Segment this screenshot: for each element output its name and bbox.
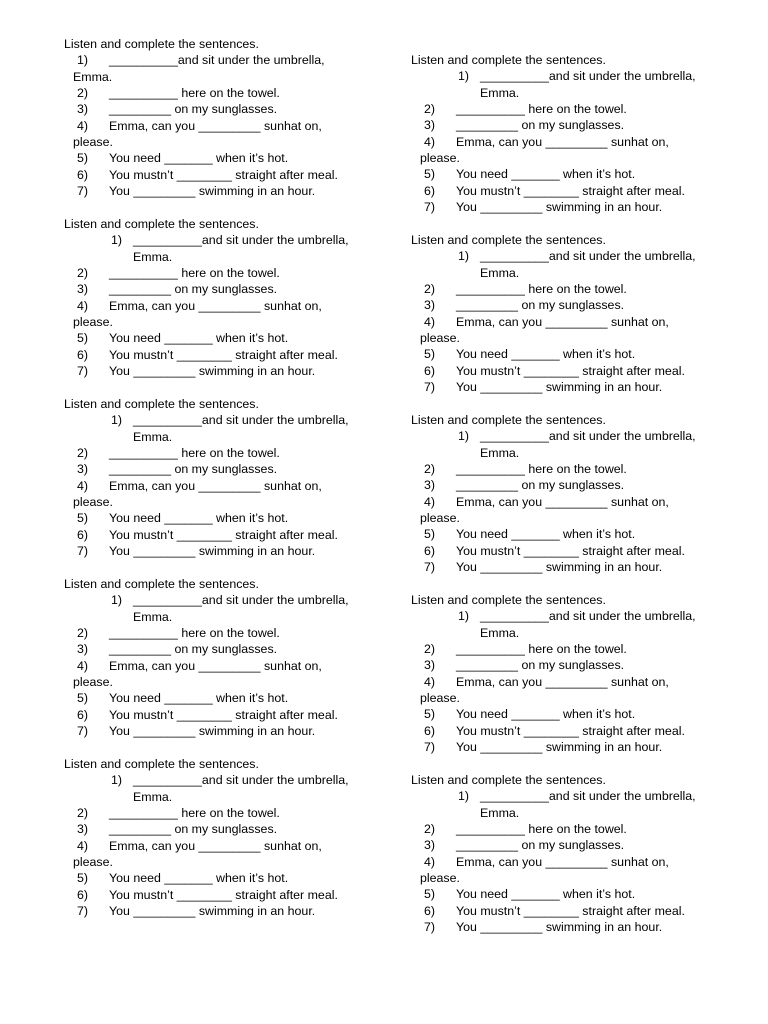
sentence-1-continued: Emma. [133, 789, 173, 804]
sentence-text: You mustn’t ________ straight after meal. [456, 723, 685, 738]
sentence-4-continued: please. [73, 315, 113, 330]
sentence-1-continued: Emma. [133, 609, 173, 624]
sentence-text: You mustn’t ________ straight after meal. [109, 167, 338, 182]
sentence-text: _________ on my sunglasses. [109, 462, 278, 477]
sentence-text: __________and sit under the umbrella, [133, 413, 349, 428]
exercise-heading: Listen and complete the sentences. [64, 757, 259, 771]
sentence-text: You need _______ when it’s hot. [109, 691, 289, 706]
exercise-heading: Listen and complete the sentences. [411, 593, 606, 607]
item-number: 6) [424, 543, 436, 558]
sentence-4-continued: please. [420, 691, 460, 706]
exercise-heading: Listen and complete the sentences. [411, 773, 606, 787]
item-number: 7) [424, 200, 436, 215]
sentence-text: You need _______ when it’s hot. [109, 331, 289, 346]
item-number: 3) [77, 642, 89, 657]
item-number: 5) [77, 691, 89, 706]
sentence-text: You need _______ when it’s hot. [456, 167, 636, 182]
sentence-1-continued: Emma. [480, 805, 520, 820]
item-number: 4) [77, 298, 89, 313]
sentence-text: You mustn’t ________ straight after meal. [456, 363, 685, 378]
item-number: 7) [424, 380, 436, 395]
sentence-text: __________and sit under the umbrella, [133, 593, 349, 608]
sentence-4-continued: please. [73, 495, 113, 510]
sentence-4-continued: please. [420, 151, 460, 166]
item-number: 1) [458, 69, 470, 84]
exercise-heading: Listen and complete the sentences. [411, 233, 606, 247]
sentence-text: __________and sit under the umbrella, [480, 249, 696, 264]
sentence-text: Emma, can you _________ sunhat on, [109, 298, 322, 313]
sentence-text: __________and sit under the umbrella, [109, 53, 325, 68]
exercise-heading: Listen and complete the sentences. [64, 397, 259, 411]
exercise-heading: Listen and complete the sentences. [411, 53, 606, 67]
item-number: 7) [77, 904, 89, 919]
item-number: 4) [424, 494, 436, 509]
sentence-text: Emma, can you _________ sunhat on, [109, 658, 322, 673]
exercise-heading: Listen and complete the sentences. [64, 577, 259, 591]
sentence-text: __________and sit under the umbrella, [480, 429, 696, 444]
sentence-text: You _________ swimming in an hour. [456, 740, 663, 755]
sentence-text: __________ here on the towel. [109, 446, 280, 461]
sentence-text: _________ on my sunglasses. [456, 658, 625, 673]
sentence-text: __________and sit under the umbrella, [480, 789, 696, 804]
item-number: 7) [424, 740, 436, 755]
sentence-text: _________ on my sunglasses. [109, 282, 278, 297]
item-number: 2) [424, 102, 436, 117]
item-number: 2) [77, 266, 89, 281]
item-number: 3) [424, 658, 436, 673]
sentence-text: You mustn’t ________ straight after meal. [109, 707, 338, 722]
sentence-text: You _________ swimming in an hour. [456, 200, 663, 215]
sentence-text: _________ on my sunglasses. [109, 822, 278, 837]
item-number: 5) [424, 887, 436, 902]
sentence-1-continued: Emma. [480, 85, 520, 100]
sentence-text: __________ here on the towel. [456, 282, 627, 297]
sentence-text: Emma, can you _________ sunhat on, [456, 314, 669, 329]
item-number: 5) [424, 347, 436, 362]
sentence-text: Emma, can you _________ sunhat on, [456, 674, 669, 689]
sentence-text: __________and sit under the umbrella, [133, 233, 349, 248]
sentence-1-continued: Emma. [480, 265, 520, 280]
item-number: 3) [77, 282, 89, 297]
item-number: 3) [424, 838, 436, 853]
item-number: 1) [77, 53, 89, 68]
sentence-1-continued: Emma. [133, 429, 173, 444]
sentence-text: Emma, can you _________ sunhat on, [109, 478, 322, 493]
sentence-text: __________ here on the towel. [109, 86, 280, 101]
item-number: 7) [77, 724, 89, 739]
sentence-text: You _________ swimming in an hour. [456, 560, 663, 575]
sentence-1-continued: Emma. [133, 249, 173, 264]
sentence-text: __________and sit under the umbrella, [133, 773, 349, 788]
sentence-text: __________ here on the towel. [109, 266, 280, 281]
item-number: 2) [77, 626, 89, 641]
item-number: 2) [77, 446, 89, 461]
exercise-heading: Listen and complete the sentences. [64, 37, 259, 51]
item-number: 3) [77, 462, 89, 477]
item-number: 3) [424, 298, 436, 313]
sentence-text: __________ here on the towel. [456, 462, 627, 477]
sentence-text: You need _______ when it’s hot. [109, 151, 289, 166]
item-number: 2) [77, 86, 89, 101]
item-number: 5) [77, 871, 89, 886]
sentence-text: You _________ swimming in an hour. [109, 724, 316, 739]
item-number: 4) [424, 314, 436, 329]
sentence-4-continued: please. [420, 871, 460, 886]
item-number: 2) [424, 822, 436, 837]
item-number: 4) [424, 134, 436, 149]
sentence-text: You mustn’t ________ straight after meal. [109, 887, 338, 902]
sentence-4-continued: please. [73, 675, 113, 690]
item-number: 4) [77, 118, 89, 133]
sentence-text: You mustn’t ________ straight after meal. [109, 347, 338, 362]
sentence-text: __________ here on the towel. [109, 806, 280, 821]
sentence-4-continued: please. [73, 135, 113, 150]
sentence-text: _________ on my sunglasses. [456, 298, 625, 313]
item-number: 7) [424, 560, 436, 575]
sentence-4-continued: please. [73, 855, 113, 870]
item-number: 3) [77, 102, 89, 117]
item-number: 5) [77, 331, 89, 346]
sentence-text: __________ here on the towel. [456, 822, 627, 837]
item-number: 1) [111, 773, 123, 788]
sentence-1-continued: Emma. [480, 445, 520, 460]
item-number: 2) [424, 642, 436, 657]
sentence-text: You need _______ when it’s hot. [456, 527, 636, 542]
item-number: 7) [77, 544, 89, 559]
item-number: 1) [111, 413, 123, 428]
sentence-text: You _________ swimming in an hour. [109, 544, 316, 559]
item-number: 6) [77, 887, 89, 902]
item-number: 6) [424, 363, 436, 378]
item-number: 5) [424, 707, 436, 722]
sentence-text: Emma, can you _________ sunhat on, [109, 118, 322, 133]
sentence-text: _________ on my sunglasses. [456, 118, 625, 133]
sentence-text: _________ on my sunglasses. [109, 642, 278, 657]
sentence-text: You _________ swimming in an hour. [109, 184, 316, 199]
item-number: 5) [77, 511, 89, 526]
sentence-text: _________ on my sunglasses. [456, 838, 625, 853]
item-number: 6) [424, 723, 436, 738]
exercise-heading: Listen and complete the sentences. [64, 217, 259, 231]
item-number: 1) [111, 593, 123, 608]
sentence-text: Emma, can you _________ sunhat on, [456, 134, 669, 149]
item-number: 5) [77, 151, 89, 166]
item-number: 1) [458, 249, 470, 264]
item-number: 6) [424, 903, 436, 918]
sentence-text: __________ here on the towel. [456, 642, 627, 657]
sentence-text: You _________ swimming in an hour. [109, 364, 316, 379]
sentence-1-continued: Emma. [480, 625, 520, 640]
sentence-text: You need _______ when it’s hot. [456, 347, 636, 362]
item-number: 2) [424, 282, 436, 297]
item-number: 4) [424, 674, 436, 689]
item-number: 2) [424, 462, 436, 477]
sentence-4-continued: please. [420, 511, 460, 526]
sentence-text: __________ here on the towel. [109, 626, 280, 641]
item-number: 6) [77, 707, 89, 722]
sentence-text: _________ on my sunglasses. [456, 478, 625, 493]
item-number: 7) [77, 184, 89, 199]
sentence-text: __________and sit under the umbrella, [480, 69, 696, 84]
sentence-text: Emma, can you _________ sunhat on, [109, 838, 322, 853]
item-number: 4) [77, 658, 89, 673]
item-number: 4) [424, 854, 436, 869]
sentence-4-continued: please. [420, 331, 460, 346]
item-number: 1) [458, 789, 470, 804]
item-number: 3) [424, 118, 436, 133]
sentence-text: You _________ swimming in an hour. [109, 904, 316, 919]
sentence-text: You mustn’t ________ straight after meal. [456, 183, 685, 198]
item-number: 6) [77, 347, 89, 362]
item-number: 6) [424, 183, 436, 198]
sentence-text: __________and sit under the umbrella, [480, 609, 696, 624]
sentence-text: You need _______ when it’s hot. [109, 511, 289, 526]
item-number: 4) [77, 478, 89, 493]
sentence-text: You need _______ when it’s hot. [109, 871, 289, 886]
item-number: 3) [77, 822, 89, 837]
item-number: 6) [77, 167, 89, 182]
item-number: 1) [458, 609, 470, 624]
item-number: 2) [77, 806, 89, 821]
item-number: 5) [424, 167, 436, 182]
sentence-text: You _________ swimming in an hour. [456, 380, 663, 395]
item-number: 7) [424, 920, 436, 935]
item-number: 5) [424, 527, 436, 542]
sentence-text: Emma, can you _________ sunhat on, [456, 854, 669, 869]
sentence-text: You need _______ when it’s hot. [456, 707, 636, 722]
item-number: 7) [77, 364, 89, 379]
sentence-text: _________ on my sunglasses. [109, 102, 278, 117]
exercise-heading: Listen and complete the sentences. [411, 413, 606, 427]
item-number: 1) [111, 233, 123, 248]
sentence-text: You _________ swimming in an hour. [456, 920, 663, 935]
item-number: 1) [458, 429, 470, 444]
sentence-text: You need _______ when it’s hot. [456, 887, 636, 902]
item-number: 3) [424, 478, 436, 493]
sentence-text: __________ here on the towel. [456, 102, 627, 117]
sentence-1-continued: Emma. [73, 69, 113, 84]
sentence-text: You mustn’t ________ straight after meal. [456, 903, 685, 918]
item-number: 4) [77, 838, 89, 853]
item-number: 6) [77, 527, 89, 542]
sentence-text: You mustn’t ________ straight after meal. [456, 543, 685, 558]
sentence-text: Emma, can you _________ sunhat on, [456, 494, 669, 509]
sentence-text: You mustn’t ________ straight after meal. [109, 527, 338, 542]
